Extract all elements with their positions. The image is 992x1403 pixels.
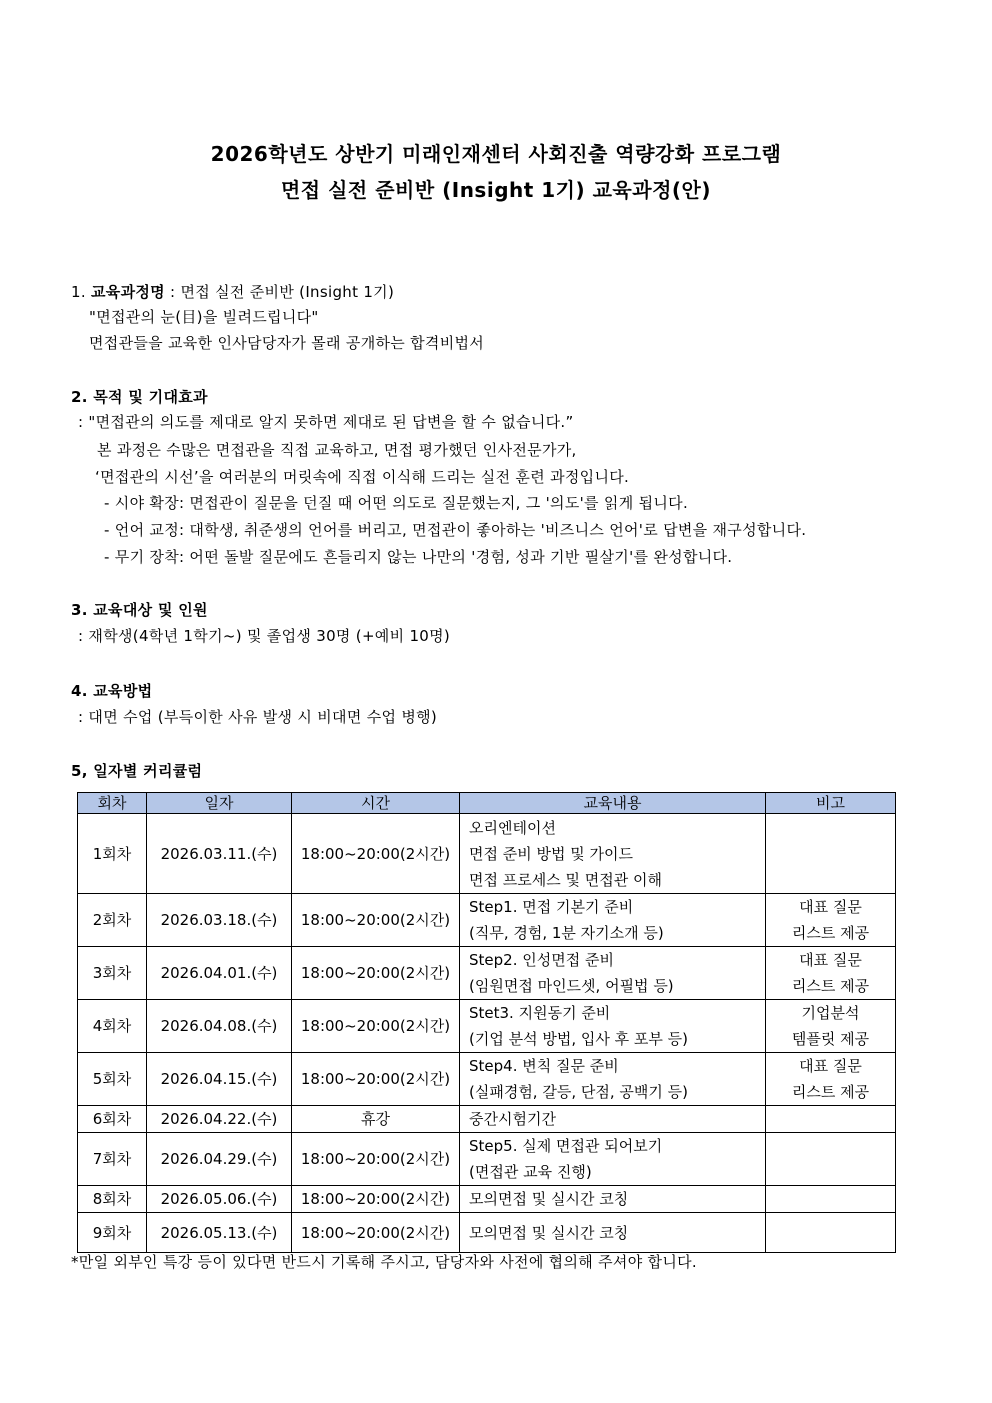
date-cell: 2026.04.29.(수) [147,1133,292,1186]
content-line: (실패경험, 갈등, 단점, 공백기 등) [469,1083,688,1101]
time-cell: 18:00~20:00(2시간) [292,947,460,1000]
time-cell: 휴강 [292,1106,460,1133]
time-cell: 18:00~20:00(2시간) [292,1213,460,1253]
note-line: 리스트 제공 [791,977,870,995]
document-title-line2: 면접 실전 준비반 (Insight 1기) 교육과정(안) [280,178,711,202]
section2-line: 본 과정은 수많은 면접관을 직접 교육하고, 면접 평가했던 인사전문가가, [97,441,577,459]
round-cell: 5회차 [78,1053,147,1106]
content-line: 중간시험기간 [469,1110,556,1128]
section3-heading: 3. 교육대상 및 인원 [71,601,208,619]
note-line: 대표 질문 [799,1057,862,1075]
round-cell: 3회차 [78,947,147,1000]
note-line: 기업분석 [801,1004,860,1022]
section2-bullet: - 시야 확장: 면접관이 질문을 던질 때 어떤 의도로 질문했는지, 그 '의도'를 읽게 됩니다. [104,494,689,512]
content-cell [460,1106,766,1133]
content-line: Stet3. 지원동기 준비 [469,1004,611,1022]
date-cell: 2026.04.15.(수) [147,1053,292,1106]
content-line: 면접 프로세스 및 면접관 이해 [469,870,662,889]
time-cell: 18:00~20:00(2시간) [292,1186,460,1213]
note-cell [766,814,896,894]
table-row [78,1213,896,1253]
section5-heading: 5, 일자별 커리큘럼 [71,762,203,780]
header-time: 시간 [292,793,460,814]
header-content: 교육내용 [460,793,766,814]
footnote: *만일 외부인 특강 등이 있다면 반드시 기록해 주시고, 담당자와 사전에 협의해 주셔야 합니다. [71,1253,697,1271]
table-row [78,1186,896,1213]
note-line: 템플릿 제공 [791,1030,870,1048]
content-line: 모의면접 및 실시간 코칭 [469,1190,629,1208]
round-cell: 8회차 [78,1186,147,1213]
time-cell: 18:00~20:00(2시간) [292,1133,460,1186]
note-line: 리스트 제공 [791,924,870,942]
date-cell: 2026.03.11.(수) [147,814,292,894]
section2-line: : "면접관의 의도를 제대로 알지 못하면 제대로 된 답변을 할 수 없습니다.” [78,413,574,431]
note-cell [766,1186,896,1213]
header-note: 비고 [766,793,896,814]
table-row [78,1133,896,1186]
table-header-row [78,793,896,814]
date-cell: 2026.05.13.(수) [147,1213,292,1253]
section1-number: 1. [71,283,86,301]
date-cell: 2026.03.18.(수) [147,894,292,947]
content-line: Step5. 실제 면접관 되어보기 [469,1137,663,1155]
note-line: 대표 질문 [799,951,862,969]
round-cell: 6회차 [78,1106,147,1133]
table-row [78,1106,896,1133]
time-cell: 18:00~20:00(2시간) [292,894,460,947]
time-cell: 18:00~20:00(2시간) [292,1053,460,1106]
round-cell: 7회차 [78,1133,147,1186]
section3-line: : 재학생(4학년 1학기~) 및 졸업생 30명 (+예비 10명) [78,627,451,645]
time-cell: 18:00~20:00(2시간) [292,1000,460,1053]
section1-value: : 면접 실전 준비반 (Insight 1기) [164,283,395,301]
content-cell [460,814,766,894]
time-cell: 18:00~20:00(2시간) [292,814,460,894]
section2-line: ‘면접관의 시선’을 여러분의 머릿속에 직접 이식해 드리는 실전 훈련 과정입니다. [95,468,630,486]
content-line: Step2. 인성면접 준비 [469,951,614,969]
note-cell [766,894,896,947]
note-line: 대표 질문 [799,898,862,916]
content-line: Step1. 면접 기본기 준비 [469,898,634,916]
content-cell [460,947,766,1000]
date-cell: 2026.04.08.(수) [147,1000,292,1053]
section1-description: 면접관들을 교육한 인사담당자가 몰래 공개하는 합격비법서 [89,334,485,352]
section4-line: : 대면 수업 (부득이한 사유 발생 시 비대면 수업 병행) [78,708,438,726]
content-cell [460,1000,766,1053]
section2-heading: 2. 목적 및 기대효과 [71,388,208,406]
round-cell: 2회차 [78,894,147,947]
note-line: 리스트 제공 [791,1083,870,1101]
content-line: (임원면접 마인드셋, 어필법 등) [469,977,674,995]
note-cell [766,947,896,1000]
note-cell [766,1106,896,1133]
content-cell [460,1213,766,1253]
content-line: 모의면접 및 실시간 코칭 [469,1223,629,1242]
note-cell [766,1213,896,1253]
note-cell [766,1053,896,1106]
curriculum-table [77,792,896,1253]
note-cell [766,1133,896,1186]
round-cell: 9회차 [78,1213,147,1253]
table-row [78,1000,896,1053]
table-row [78,1053,896,1106]
content-line: 면접 준비 방법 및 가이드 [469,844,633,863]
date-cell: 2026.04.01.(수) [147,947,292,1000]
content-line: (면접관 교육 진행) [469,1163,592,1181]
content-cell [460,1186,766,1213]
section1-label: 교육과정명 [91,283,165,301]
date-cell: 2026.04.22.(수) [147,1106,292,1133]
round-cell: 1회차 [78,814,147,894]
section1-heading [71,281,394,302]
content-cell [460,894,766,947]
section4-heading: 4. 교육방법 [71,682,153,700]
table-row [78,894,896,947]
note-cell [766,1000,896,1053]
content-line: (직무, 경험, 1분 자기소개 등) [469,924,664,942]
content-cell [460,1053,766,1106]
content-cell [460,1133,766,1186]
content-line: 오리엔테이션 [469,818,556,837]
content-line: (기업 분석 방법, 입사 후 포부 등) [469,1030,688,1048]
date-cell: 2026.05.06.(수) [147,1186,292,1213]
header-round: 회차 [78,793,147,814]
section2-bullet: - 무기 장착: 어떤 돌발 질문에도 흔들리지 않는 나만의 '경험, 성과 기반 필살기'를 완성합니다. [104,548,733,566]
document-title-line1: 2026학년도 상반기 미래인재센터 사회진출 역량강화 프로그램 [210,142,782,166]
table-row [78,814,896,894]
section1-slogan: "면접관의 눈(目)을 빌려드립니다" [89,308,319,326]
content-line: Step4. 변칙 질문 준비 [469,1057,619,1075]
round-cell: 4회차 [78,1000,147,1053]
section2-bullet: - 언어 교정: 대학생, 취준생의 언어를 버리고, 면접관이 좋아하는 '비즈니스 언어'로 답변을 재구성합니다. [104,521,807,539]
table-row [78,947,896,1000]
header-date: 일자 [147,793,292,814]
